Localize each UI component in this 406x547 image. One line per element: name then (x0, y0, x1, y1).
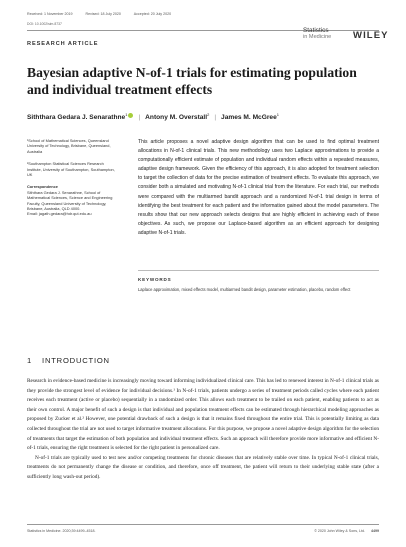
section-number: 1 (27, 356, 33, 365)
affiliation: ²Southampton Statistical Sciences Research Institute, University of Southampton, Southampton, UK (27, 161, 115, 178)
orcid-icon[interactable] (128, 113, 133, 118)
author-name: Antony M. Overstall (145, 114, 208, 122)
affiliations-column (27, 138, 119, 224)
section-heading (27, 356, 110, 365)
author-separator: | (214, 114, 217, 122)
page-number: 4499 (371, 529, 379, 533)
author-name: Siththara Gedara J. Senarathne (27, 114, 126, 122)
journal-logo-line2: in Medicine (303, 34, 332, 40)
keywords-list: Laplace approximation, mixed effects model, multiarmed bandit design, parameter estimation, placebo, random effect (138, 287, 351, 292)
author-affiliation-mark: 1 (276, 112, 279, 117)
submission-dates (27, 12, 327, 16)
author-affiliation-mark: 1 (125, 112, 128, 117)
correspondence-text (27, 190, 119, 217)
doi[interactable]: DOI: 10.1002/sim.8737 (27, 22, 62, 26)
author[interactable] (27, 114, 133, 121)
author-separator: | (138, 114, 141, 122)
correspondence-address: Siththara Gedara J. Senarathne, School of Mathematical Sciences, Science and Engineering Faculty, Queensland University of Technology, Brisbane, Australia, QLD 4000. (27, 189, 113, 212)
article-title: Bayesian adaptive N-of-1 trials for estimating population and individual treatment effects (27, 65, 357, 97)
journal-logo (303, 28, 353, 40)
author-list (27, 112, 379, 121)
correspondence-heading: Correspondence (27, 184, 58, 190)
author[interactable] (145, 114, 209, 121)
author-name: James M. McGree (221, 114, 277, 122)
affiliation: ¹School of Mathematical Sciences, Queensland University of Technology, Brisbane, Queensland, Australia (27, 138, 111, 154)
footer-divider (27, 524, 379, 525)
author[interactable] (221, 114, 279, 121)
copyright-text: © 2020 John Wiley & Sons, Ltd. (314, 529, 365, 533)
journal-logo-line1: Statistics (303, 27, 329, 34)
footer-citation: Statistics in Medicine. 2020;39:4499–4518. (27, 529, 96, 533)
abstract: This article proposes a novel adaptive design algorithm that can be used to find optimal treatment allocations in N-of-1 clinical trials. This new methodology uses two Laplace approximations to provide a computationally efficient estimate of population and individual random effects within a repeated measures, adaptive design framework. Given the efficiency of this approach, it is also adopted for treatment selection to target the collection of data for the precise estimation of treatment effects. To evaluate this approach, we consider both a simulated and motivating N-of-1 clinical trial from the literature. For each trial, our methods were compared with the multiarmed bandit approach and a randomized N-of-1 trial design in terms of identifying the best treatment for each patient and the information gained about the model parameters. The results show that our new approach selects designs that are highly efficient in achieving each of these objectives. As such, we propose our Laplace-based algorithm as an efficient approach for designing adaptive N-of-1 trials. (138, 139, 379, 236)
body-paragraph: N-of-1 trials are typically used to test new and/or competing treatments for chronic diseases that are relatively stable over time. In typical N-of-1 clinical trials, treatments do not permanently change the disease or condition, and therefore, once off treatment, the patient will return to their underlying stable state (after a sufficiently long wash-out period). (27, 454, 379, 480)
body-paragraph: Research in evidence-based medicine is increasingly moving toward informing individualized clinical care. This has led to renewed interest in N-of-1 clinical trials as they provide the strongest level of evidence for individual decisions.¹ In N-of-1 trials, patients undergo a series of treatment periods called cycles where each patient receives each treatment (active or placebo) sequentially in a randomized order. This allows each treatment to be trailed on each patient, enabling patients to act as their own control. A major benefit of such a design is that individual and population treatment effects can be estimated through hierarchical modeling approaches as proposed by Zucker et al.² However, one potential drawback of such a design is that it remains fixed throughout the entire trial. This is potentially limiting as data collected throughout the trial are not used to target informative treatment allocations. For this purpose, we propose a novel adaptive design algorithm for the selection of treatments that target the estimation of both population and individual treatment effects. Such an approach will therefore provide more informative and efficient N-of-1 trials, ensuring the right treatment is selected for the right patient in personalized care. (27, 378, 379, 452)
correspondence-email[interactable]: Email: jagath.gedara@hdr.qut.edu.au (27, 211, 92, 217)
footer-copyright (314, 529, 379, 533)
author-affiliation-mark: 2 (207, 112, 210, 117)
publisher-logo: WILEY (353, 30, 389, 41)
accepted-date: Accepted: 20 July 2020 (133, 12, 172, 16)
received-date: Received: 1 November 2019 (27, 12, 73, 16)
body-text (27, 377, 379, 483)
article-type: RESEARCH ARTICLE (27, 41, 99, 47)
section-title: INTRODUCTION (42, 356, 110, 365)
keywords-heading: KEYWORDS (138, 277, 172, 282)
revised-date: Revised: 18 July 2020 (85, 12, 121, 16)
keywords-divider (138, 270, 379, 271)
